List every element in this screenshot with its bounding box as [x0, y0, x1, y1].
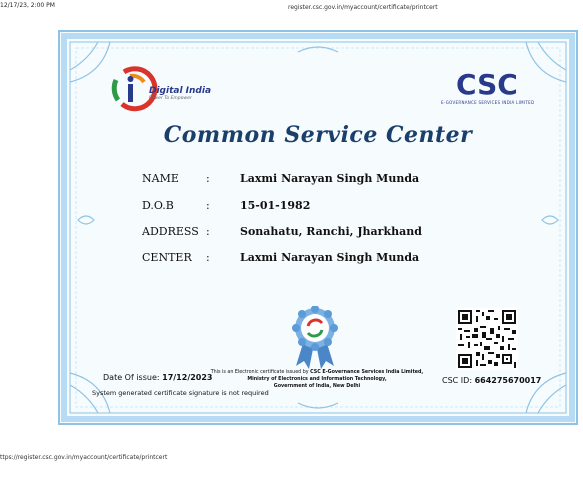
- field-value: 15-01-1982: [240, 199, 311, 212]
- print-url-top: register.csc.gov.in/myaccount/certificate/printcert: [288, 4, 438, 11]
- field-value: Sonahatu, Ranchi, Jharkhand: [240, 225, 422, 238]
- date-of-issue-label: Date Of issue:: [103, 373, 160, 382]
- issuer-note-line2: Ministry of Electronics and Information Technology,: [247, 377, 387, 382]
- issuer-note-prefix: This is an Electronic certificate issued by: [210, 370, 311, 375]
- field-separator: :: [206, 251, 210, 264]
- field-separator: :: [206, 225, 210, 238]
- certificate-title: Common Service Center: [163, 122, 473, 148]
- digital-india-tagline: Power To Empower: [149, 96, 192, 101]
- issuer-note: [208, 369, 426, 390]
- issuer-note-org: CSC E-Governance Services India Limited,: [310, 370, 424, 375]
- csc-tagline: E-GOVERNANCE SERVICES INDIA LIMITED: [441, 100, 535, 105]
- certificate: [58, 30, 578, 425]
- field-label: NAME: [142, 172, 179, 185]
- digital-india-name: Digital India: [149, 86, 212, 96]
- csc-id-value: 664275670017: [474, 376, 542, 385]
- field-label: ADDRESS: [142, 225, 199, 238]
- print-timestamp: 12/17/23, 2:00 PM: [0, 2, 55, 9]
- seal-badge-icon: [290, 306, 340, 370]
- field-value: Laxmi Narayan Singh Munda: [240, 251, 420, 264]
- date-of-issue: [103, 373, 213, 382]
- issuer-note-line1: [208, 369, 426, 376]
- csc-logo: CSC: [456, 68, 518, 101]
- csc-id: [442, 376, 541, 385]
- field-label: D.O.B: [142, 199, 174, 212]
- field-separator: :: [206, 199, 210, 212]
- field-label: CENTER: [142, 251, 192, 264]
- print-url-bottom: ttps://register.csc.gov.in/myaccount/certificate/printcert: [0, 454, 168, 461]
- qr-code: [456, 308, 518, 370]
- issuer-note-line3: Government of India, New Delhi: [273, 384, 361, 389]
- field-separator: :: [206, 172, 210, 185]
- date-of-issue-value: 17/12/2023: [162, 373, 213, 382]
- csc-id-label: CSC ID:: [442, 376, 473, 385]
- field-value: Laxmi Narayan Singh Munda: [240, 172, 420, 185]
- system-generated-note: System generated certificate signature is not required: [92, 389, 269, 397]
